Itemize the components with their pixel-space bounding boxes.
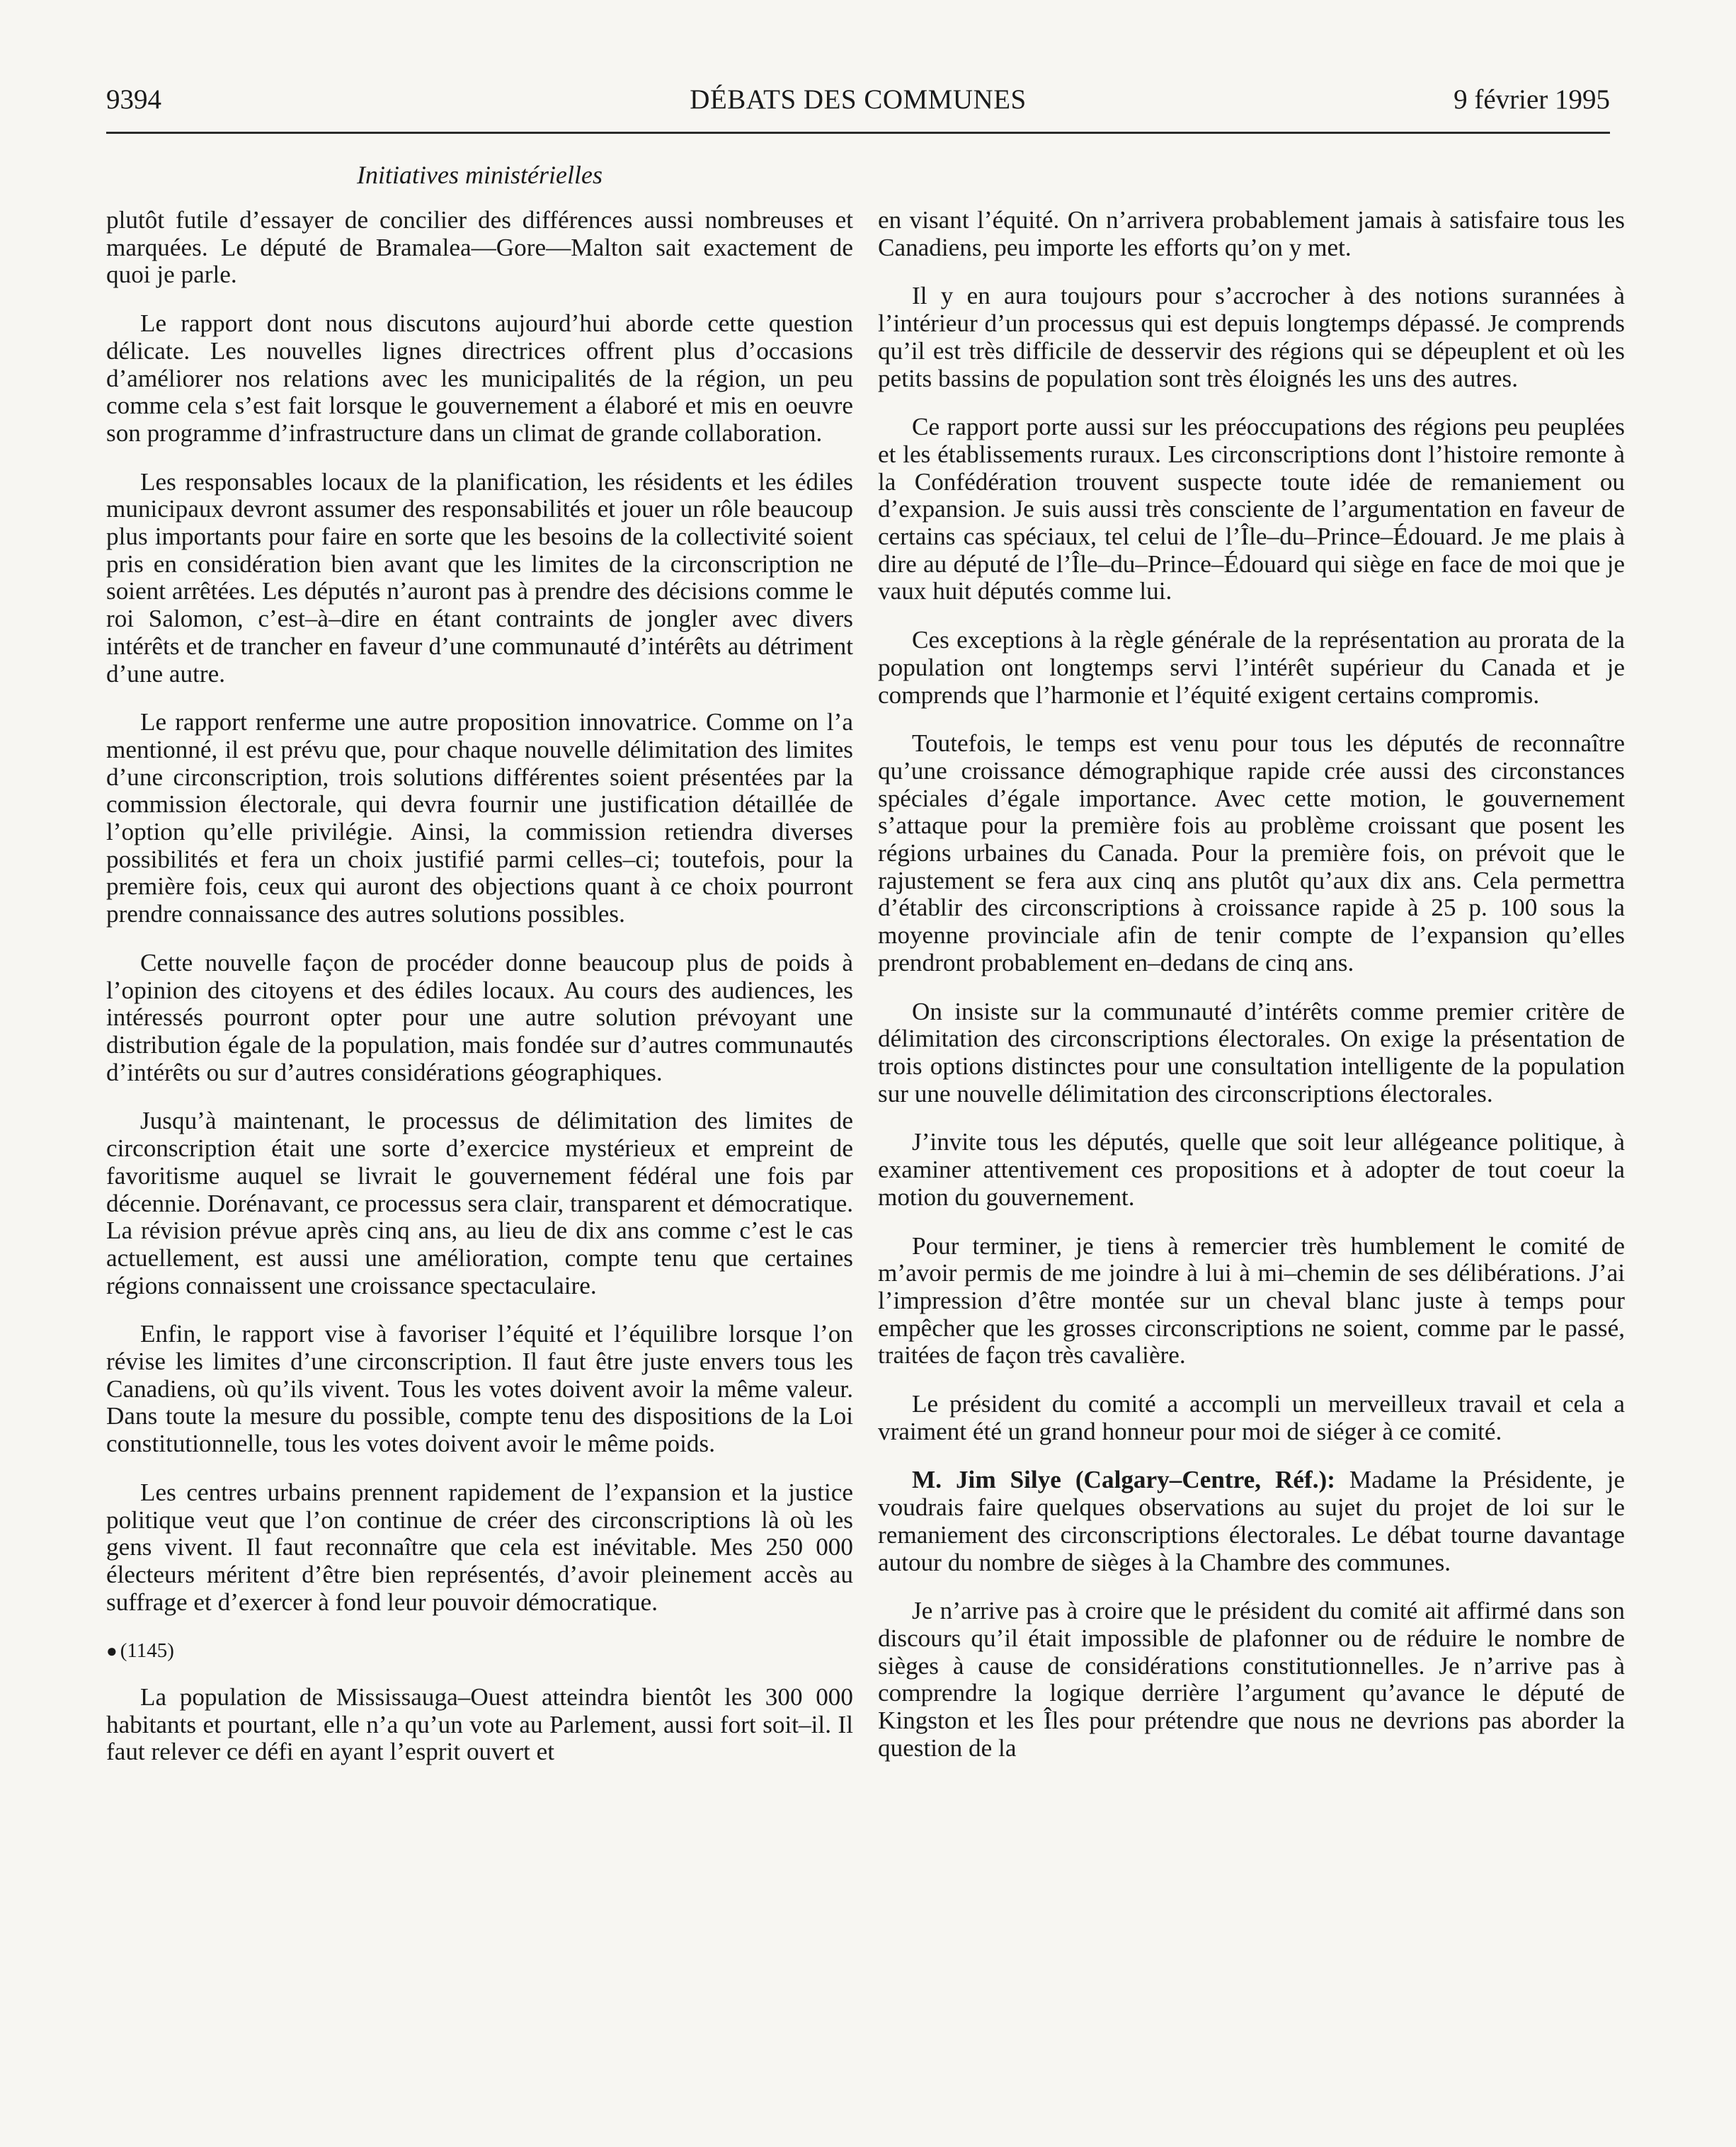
issue-date: 9 février 1995 (1454, 84, 1610, 115)
bullet-icon: ● (106, 1641, 118, 1662)
paragraph: Ces exceptions à la règle générale de la représentation au prorata de la population ont longtemps servi l’intérêt supérieur du Canada et je comprends que l’harmonie et l’équité exigent certains compromis. (878, 626, 1625, 709)
left-column (106, 207, 853, 1787)
right-column (878, 207, 1625, 1783)
paragraph: en visant l’équité. On n’arrivera probablement jamais à satisfaire tous les Canadiens, peu importe les efforts qu’on y met. (878, 206, 1625, 261)
paragraph: plutôt futile d’essayer de concilier des différences aussi nombreuses et marquées. Le député de Bramalea—Gore—Malton sait exactement de quoi je parle. (106, 206, 853, 289)
time-marker-label: (1145) (120, 1639, 174, 1663)
speech-text: Madame la Présidente, je voudrais faire quelques observations au sujet du projet de loi sur le remaniement des circonscriptions électorales. Le débat tourne davantage autour du nombre de sièges à la Chambre des communes. (878, 1466, 1625, 1576)
speech-paragraph (878, 1467, 1625, 1576)
paragraph: Le rapport dont nous discutons aujourd’hui aborde cette question délicate. Les nouvelles lignes directrices offrent plus d’occasions d’améliorer nos relations avec les municipalités de la région, un peu comme cela s’est fait lorsque le gouvernement a élaboré et mis en oeuvre son programme d’infrastructure dans un climat de grande collaboration. (106, 309, 853, 447)
paragraph: La population de Mississauga–Ouest atteindra bientôt les 300 000 habitants et pourtant, elle n’a qu’un vote au Parlement, aussi fort soit–il. Il faut relever ce défi en ayant l’esprit ouvert et (106, 1683, 853, 1766)
paragraph: Je n’arrive pas à croire que le président du comité ait affirmé dans son discours qu’il était impossible de plafonner ou de réduire le nombre de sièges à cause de considérations constitutionnelles. Je n’arrive pas à comprendre la logique derrière l’argument qu’avance le député de Kingston et les Îles pour prétendre que nous ne devrions pas aborder la question de la (878, 1597, 1625, 1762)
paragraph: Pour terminer, je tiens à remercier très humblement le comité de m’avoir permis de me joindre à lui à mi–chemin de ses délibérations. J’ai l’impression d’être montée sur un cheval blanc juste à temps pour empêcher que les grosses circonscriptions ne soient, comme par le passé, traitées de façon très cavalière. (878, 1231, 1625, 1369)
paragraph: Les centres urbains prennent rapidement de l’expansion et la justice politique veut que l’on continue de créer des circonscriptions là où les gens vivent. Il faut reconnaître que cela est inévitable. Mes 250 000 électeurs méritent d’être bien représentés, d’avoir pleinement accès au suffrage et d’exercer à fond leur pouvoir démocratique. (106, 1478, 853, 1616)
page-header (106, 84, 1610, 134)
paragraph: Ce rapport porte aussi sur les préoccupations des régions peu peuplées et les établissements ruraux. Les circonscriptions dont l’histoire remonte à la Confédération trouvent suspecte toute idée de remaniement ou d’expansion. Je suis aussi très consciente de l’argumentation en faveur de certains cas spéciaux, tel celui de l’Île–du–Prince–Édouard. Je me plais à dire au député de l’Île–du–Prince–Édouard qui siège en face de moi que je vaux huit députés comme lui. (878, 413, 1625, 605)
paragraph: Toutefois, le temps est venu pour tous les députés de reconnaître qu’une croissance démographique rapide crée aussi des circonstances spéciales d’égale importance. Avec cette motion, le gouvernement s’attaque pour la première fois au problème croissant que posent les régions urbaines du Canada. Pour la première fois, on prévoit que le rajustement se fera aux cinq ans plutôt qu’aux dix ans. Cela permettra d’établir des circonscriptions à croissance rapide à 25 p. 100 sous la moyenne provinciale afin de tenir compte de l’expansion qu’elles prendront probablement en–dedans de cinq ans. (878, 729, 1625, 976)
paragraph: Il y en aura toujours pour s’accrocher à des notions surannées à l’intérieur d’un processus qui est depuis longtemps dépassé. Je comprends qu’il est très difficile de desservir des régions qui se dépeuplent et où les petits bassins de population sont très éloignés les uns des autres. (878, 282, 1625, 392)
paragraph: Cette nouvelle façon de procéder donne beaucoup plus de poids à l’opinion des citoyens et des édiles locaux. Au cours des audiences, les intéressés pourront opter pour une autre solution prévoyant une distribution égale de la population, mais fondée sur d’autres communautés d’intérêts ou sur d’autres considérations géographiques. (106, 948, 853, 1086)
paragraph: J’invite tous les députés, quelle que soit leur allégeance politique, à examiner attentivement ces propositions et à adopter de tout coeur la motion du gouvernement. (878, 1128, 1625, 1211)
speaker-name: M. Jim Silye (Calgary–Centre, Réf.): (912, 1466, 1335, 1494)
paragraph: Jusqu’à maintenant, le processus de délimitation des limites de circonscription était une sorte d’exercice mystérieux et empreint de favoritisme auquel se livrait le gouvernement fédéral une fois par décennie. Dorénavant, ce processus sera clair, transparent et démocratique. La révision prévue après cinq ans, au lieu de dix ans comme c’est le cas actuellement, est aussi une amélioration, compte tenu que certaines régions connaissent une croissance spectaculaire. (106, 1107, 853, 1299)
page-number: 9394 (106, 84, 161, 115)
paragraph: Les responsables locaux de la planification, les résidents et les édiles municipaux devront assumer des responsabilités et jouer un rôle beaucoup plus importants pour faire en sorte que les besoins de la collectivité soient pris en considération bien avant que les limites de la circonscription ne soient arrêtées. Les députés n’auront pas à prendre des décisions comme le roi Salomon, c’est–à–dire en étant contraints de jongler avec divers intérêts et de trancher en faveur d’une communauté d’intérêts au détriment d’une autre. (106, 467, 853, 688)
paragraph: Le président du comité a accompli un merveilleux travail et cela a vraiment été un grand honneur pour moi de siéger à ce comité. (878, 1390, 1625, 1445)
paragraph: Enfin, le rapport vise à favoriser l’équité et l’équilibre lorsque l’on révise les limites d’une circonscription. Il faut être juste envers tous les Canadiens, où qu’ils vivent. Tous les votes doivent avoir la même valeur. Dans toute la mesure du possible, compte tenu des dispositions de la Loi constitutionnelle, tous les votes doivent avoir le même poids. (106, 1320, 853, 1458)
time-marker (106, 1637, 853, 1665)
section-title: Initiatives ministérielles (357, 161, 603, 189)
journal-title: DÉBATS DES COMMUNES (690, 84, 1027, 115)
paragraph: On insiste sur la communauté d’intérêts comme premier critère de délimitation des circonscriptions électorales. On exige la présentation de trois options distinctes pour une consultation intelligente de la population sur une nouvelle délimitation des circonscriptions électorales. (878, 997, 1625, 1107)
paragraph: Le rapport renferme une autre proposition innovatrice. Comme on l’a mentionné, il est prévu que, pour chaque nouvelle délimitation des limites d’une circonscription, trois solutions différentes soient présentées par la commission électorale, qui devra fournir une justification détaillée de l’option qu’elle privilégie. Ainsi, la commission retiendra diverses possibilités et fera un choix justifié parmi celles–ci; toutefois, pour la première fois, ceux qui auront des objections quant à ce choix pourront prendre connaissance des autres solutions possibles. (106, 708, 853, 928)
